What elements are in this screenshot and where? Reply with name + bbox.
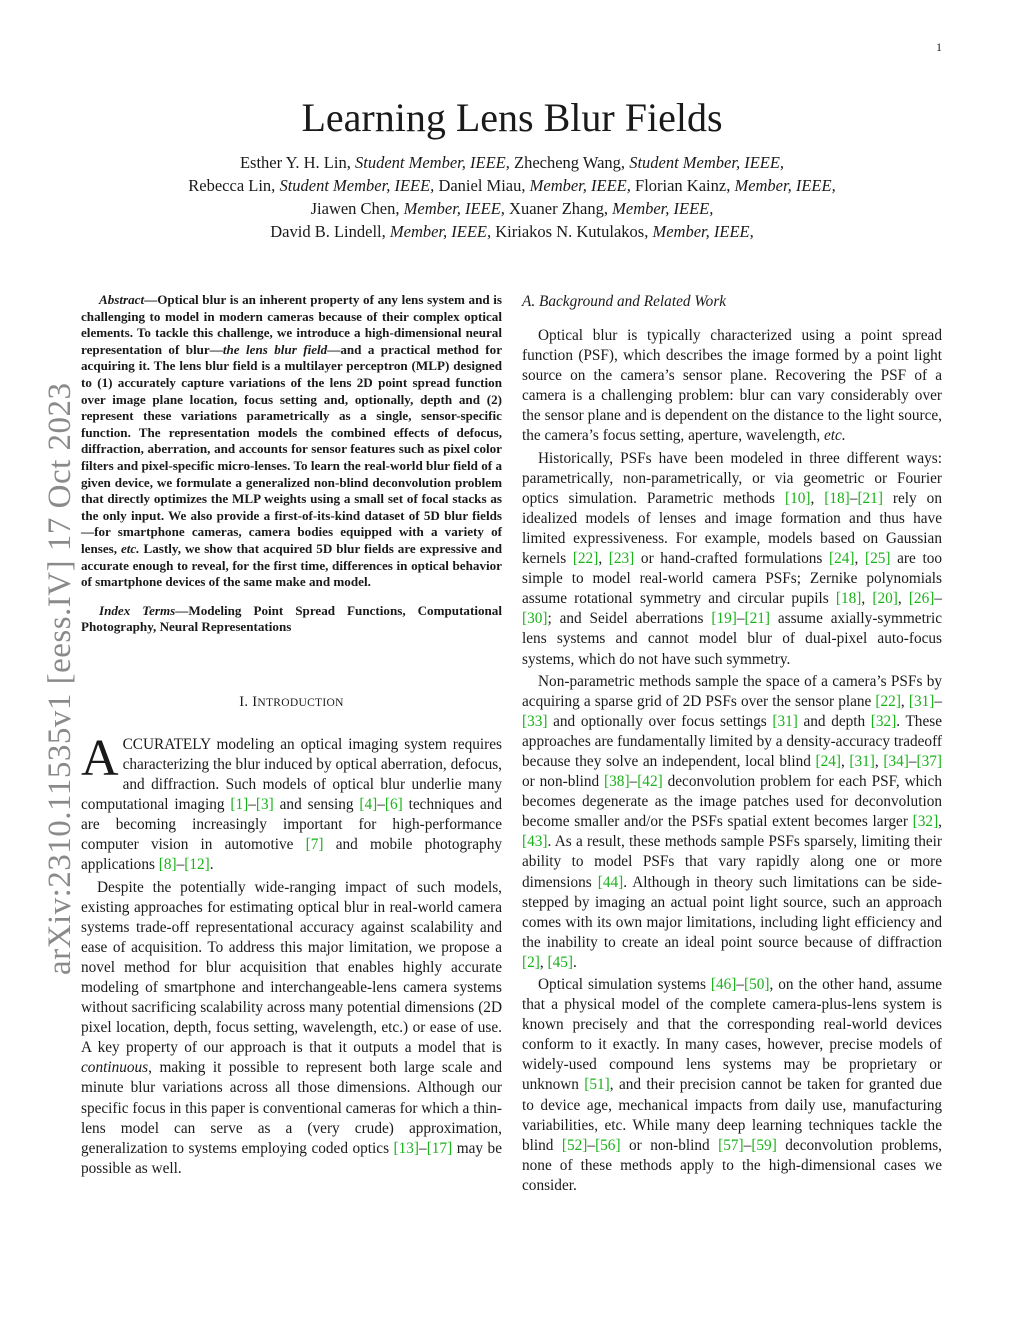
- left-column: [81, 292, 502, 1181]
- citation-link[interactable]: [37]: [916, 752, 942, 770]
- citation-link[interactable]: [26]: [908, 590, 935, 608]
- citation-link[interactable]: [25]: [865, 550, 891, 568]
- author-role: Member, IEEE,: [529, 176, 631, 195]
- text-run: ,: [861, 590, 873, 608]
- related-paragraph-2: [522, 449, 942, 670]
- citation-link[interactable]: [24]: [815, 752, 841, 770]
- text-run: –: [248, 796, 256, 814]
- text-run: –: [934, 692, 942, 710]
- text-run: Historically, PSFs have been modeled in three different ways: parametrically, non-parametrically, or via geometric or Fourier optics simulation. Parametric methods: [522, 449, 942, 507]
- text-run: , and their precision cannot be taken for granted due to device age, mechanical impacts from daily use, manufacturing variabilities, etc. While many deep learning techniques tackle the blind: [522, 1076, 942, 1154]
- abstract-text: —and a practical method for acquiring it. The lens blur field is a multilayer perceptron (MLP) designed to (1) accurately capture variations of the lens 2D point spread function over image plane location, focus setting and, optionally, depth and (2) represent these variations parametrically as a single, sensor-specific function. The representation models the combined effects of defocus, diffraction, aberration, and accounts for sensor features such as pixel color filters and pixel-specific micro-lenses. To learn the real-world blur field of a given device, we formulate a generalized non-blind deconvolution problem that directly optimizes the MLP weights using a small set of focal stacks as the only input. We also provide a first-of-its-kind dataset of 5D blur fields—for smartphone cameras, camera bodies equipped with a variety of lenses,: [81, 341, 503, 556]
- citation-link[interactable]: [24]: [829, 550, 855, 568]
- abstract-emphasis: etc.: [120, 540, 140, 556]
- text-run: –: [934, 590, 942, 608]
- intro-paragraph-1: [81, 729, 503, 876]
- citation-link[interactable]: [51]: [584, 1076, 610, 1094]
- author-name: Rebecca Lin,: [188, 176, 280, 195]
- citation-link[interactable]: [21]: [857, 489, 883, 507]
- citation-link[interactable]: [23]: [608, 550, 635, 568]
- emphasis: continuous: [81, 1059, 149, 1077]
- citation-link[interactable]: [46]: [710, 976, 737, 993]
- drop-cap: A: [81, 729, 119, 787]
- author-role: Student Member, IEEE,: [279, 176, 435, 195]
- text-run: may be possible as well.: [81, 1139, 502, 1177]
- citation-link[interactable]: [3]: [255, 796, 274, 814]
- author-name: Florian Kainz,: [630, 176, 735, 195]
- text-run: –: [419, 1139, 427, 1157]
- text-run: are too simple to model real-world camera PSFs; Zernike polynomials assume rotational symmetry and circular pupils: [522, 550, 942, 608]
- text-run: ,: [840, 752, 850, 770]
- citation-link[interactable]: [32]: [870, 712, 897, 730]
- citation-link[interactable]: [12]: [184, 856, 210, 874]
- text-run: ,: [900, 692, 909, 710]
- citation-link[interactable]: [10]: [784, 489, 811, 507]
- text-run: –: [377, 796, 385, 814]
- citation-link[interactable]: [52]: [561, 1136, 588, 1154]
- text-run: Optical simulation systems: [538, 976, 711, 993]
- citation-link[interactable]: [19]: [711, 610, 737, 628]
- text-run: –: [743, 1136, 752, 1154]
- related-paragraph-1: [522, 326, 942, 447]
- author-role: Member, IEEE,: [652, 222, 754, 241]
- citation-link[interactable]: [57]: [718, 1136, 744, 1154]
- abstract-label: Abstract: [99, 292, 145, 307]
- author-role: Member, IEEE,: [612, 199, 714, 218]
- index-terms-text: —Modeling Point Spread Functions, Computational Photography, Neural Representations: [81, 602, 502, 635]
- text-run: and mobile photography applications: [81, 836, 502, 874]
- author-name: Xuaner Zhang,: [504, 199, 613, 218]
- citation-link[interactable]: [33]: [522, 712, 548, 730]
- abstract-emphasis: the lens blur field: [222, 341, 328, 357]
- citation-link[interactable]: [45]: [547, 953, 573, 971]
- text-run: Despite the potentially wide-ranging impact of such models, existing approaches for estimating optical blur in real-world camera systems trade-off representational accuracy against scalability and ease of acquisition. To address this major limitation, we propose a novel method for blur acquisition that enables highly accurate modeling of smartphone and interchangeable-lens camera systems without sacrificing scalability across many potential dimensions (2D pixel location, depth, focus setting, wavelength, etc.) or ease of use. A key property of our approach is that it outputs a model that is: [81, 878, 502, 1057]
- citation-link[interactable]: [31]: [849, 752, 875, 770]
- page-number: 1: [936, 40, 942, 54]
- text-run: ,: [810, 489, 825, 507]
- text-run: –: [849, 489, 858, 507]
- intro-paragraph-2: [81, 878, 502, 1179]
- emphasis: etc.: [824, 427, 846, 445]
- citation-link[interactable]: [42]: [637, 773, 663, 791]
- text-run: –: [629, 773, 638, 791]
- citation-link[interactable]: [18]: [835, 590, 862, 608]
- citation-link[interactable]: [22]: [875, 692, 901, 710]
- citation-link[interactable]: [34]: [883, 752, 909, 770]
- citation-link[interactable]: [43]: [522, 833, 548, 851]
- author-name: David B. Lindell,: [270, 222, 390, 241]
- text-run: techniques and are becoming increasingly important for high-performance computer vision in automotive: [81, 796, 503, 854]
- text-run: Non-parametric methods sample the space of a camera’s PSFs by acquiring a sparse grid of 2D PSFs over the sensor plane: [522, 672, 942, 710]
- citation-link[interactable]: [20]: [872, 590, 898, 608]
- text-run: ,: [598, 550, 609, 568]
- author-name: Kiriakos N. Kutulakos,: [491, 222, 653, 241]
- author-list: [0, 151, 1024, 243]
- author-role: Member, IEEE,: [734, 176, 836, 195]
- index-terms: [81, 603, 502, 636]
- text-run: ,: [539, 953, 548, 971]
- abstract: [81, 292, 502, 591]
- arxiv-stamp: arXiv:2310.11535v1 [eess.IV] 17 Oct 2023: [42, 382, 78, 975]
- citation-link[interactable]: [38]: [604, 773, 630, 791]
- text-run: assume axially-symmetric lens systems and cannot model blur of dual-pixel auto-focus systems, which do not have such symmetry.: [522, 610, 942, 668]
- text-run: –: [587, 1136, 596, 1154]
- author-name: Jiawen Chen,: [310, 199, 404, 218]
- citation-link[interactable]: [21]: [744, 610, 770, 628]
- citation-link[interactable]: [50]: [744, 976, 770, 993]
- citation-link[interactable]: [6]: [384, 796, 403, 814]
- subsection-heading-related-work: A. Background and Related Work: [522, 293, 727, 310]
- text-run: deconvolution problems, none of these methods apply to the high-dimensional cases we consider.: [522, 1136, 942, 1194]
- text-run: and depth: [797, 712, 871, 730]
- author-name: Esther Y. H. Lin,: [239, 153, 355, 172]
- citation-link[interactable]: [31]: [908, 692, 935, 710]
- citation-link[interactable]: [30]: [522, 610, 548, 628]
- text-run: ; and Seidel aberrations: [547, 610, 712, 628]
- abstract-text: —Optical blur is an inherent property of any lens system and is challenging to model in modern cameras because of their complex optical elements. To tackle this challenge, we introduce a high-dimensional neural representation of blur—: [81, 292, 502, 357]
- citation-link[interactable]: [18]: [824, 489, 850, 507]
- text-run: –: [736, 610, 745, 628]
- abstract-text: Lastly, we show that acquired 5D blur fields are expressive and accurate enough to reveal, for the first time, differences in optical behavior of smartphone devices of the same make and model.: [81, 540, 502, 590]
- text-run: . These approaches are fundamentally limited by a density-accuracy tradeoff because they solve an independent, local blind: [522, 712, 942, 770]
- citation-link[interactable]: [22]: [572, 550, 599, 568]
- text-run: . Although in theory such limitations can be side-stepped by imaging an actual point light source, such an approach comes with its own major limitations, including light efficiency and the inability to create an ideal point source because of diffraction: [522, 873, 943, 951]
- text-run: –: [176, 856, 185, 874]
- author-name: Zhecheng Wang,: [509, 153, 630, 172]
- citation-link[interactable]: [17]: [426, 1139, 453, 1157]
- citation-link[interactable]: [13]: [393, 1139, 420, 1157]
- related-paragraph-4: [522, 975, 942, 1196]
- related-paragraph-3: [522, 672, 942, 973]
- citation-link[interactable]: [1]: [230, 796, 249, 814]
- text-run: –: [908, 752, 917, 770]
- text-run: –: [736, 976, 745, 993]
- author-role: Member, IEEE,: [389, 222, 492, 241]
- citation-link[interactable]: [31]: [772, 712, 798, 730]
- text-run: deconvolution problem for each PSF, which becomes degenerate as the image patches used for deconvolution become smaller and/or the PSFs spatial extent becomes larger: [522, 773, 942, 831]
- text-run: or non-blind: [620, 1136, 719, 1154]
- section-title: NTRODUCTION: [257, 696, 344, 709]
- text-run: .: [573, 953, 577, 971]
- section-number: I. I: [239, 693, 258, 710]
- paper-title: Learning Lens Blur Fields: [301, 95, 723, 140]
- text-run: and sensing: [273, 796, 360, 814]
- text-run: . As a result, these methods sample PSFs sparsely, limiting their ability to model PSFs that vary rapidly along one or more dimensions: [522, 833, 942, 891]
- citation-link[interactable]: [59]: [751, 1136, 777, 1154]
- text-run: , making it possible to represent both large scale and minute blur variations across all those dimensions. Although our specific focus in this paper is conventional cameras for which a thin-lens model can serve as a (very crude) approximation, generalization to systems employing coded optics: [81, 1059, 502, 1157]
- author-name: Daniel Miau,: [434, 176, 530, 195]
- index-terms-label: Index Terms: [99, 602, 176, 618]
- text-run: Optical blur is typically characterized using a point spread function (PSF), which describes the image formed by a point light source on the camera’s sensor plane. Recovering the PSF of a camera is a challenging problem: blur can vary considerably over the sensor plane and is dependent on the distance to the light source, the camera’s focus setting, aperture, wavelength,: [522, 327, 942, 445]
- citation-link[interactable]: [4]: [359, 796, 378, 814]
- text-run: ,: [874, 752, 884, 770]
- author-role: Student Member, IEEE,: [629, 153, 785, 172]
- text-run: ,: [854, 550, 865, 568]
- text-run: or hand-crafted formulations: [634, 550, 830, 568]
- citation-link[interactable]: [7]: [305, 836, 324, 854]
- section-heading-introduction: [81, 694, 502, 711]
- citation-link[interactable]: [32]: [912, 813, 939, 831]
- text-run: rely on idealized models of lenses and image formation and thus have limited expressiveness. For example, models based on Gaussian kernels: [522, 489, 942, 568]
- right-column: [522, 292, 942, 1198]
- citation-link[interactable]: [44]: [597, 873, 624, 891]
- text-run: CCURATELY modeling an optical imaging system requires characterizing the blur induced by optical aberration, defocus, and diffraction. Such models of optical blur underlie many computational imaging: [81, 735, 502, 814]
- text-run: ,: [897, 590, 909, 608]
- text-run: and optionally over focus settings: [547, 712, 773, 730]
- citation-link[interactable]: [8]: [158, 856, 177, 874]
- text-run: , on the other hand, assume that a physical model of the complete camera-plus-lens system is known precisely and that the corresponding real-world devices conform to it exactly. In many cases, however, precise models of widely-used compound lens systems may be proprietary or unknown: [522, 976, 943, 1094]
- author-role: Student Member, IEEE,: [354, 153, 510, 172]
- citation-link[interactable]: [2]: [522, 953, 540, 971]
- text-run: ,: [938, 813, 942, 831]
- author-role: Member, IEEE,: [403, 199, 505, 218]
- citation-link[interactable]: [56]: [595, 1136, 621, 1154]
- text-run: or non-blind: [522, 773, 605, 791]
- text-run: .: [209, 856, 214, 874]
